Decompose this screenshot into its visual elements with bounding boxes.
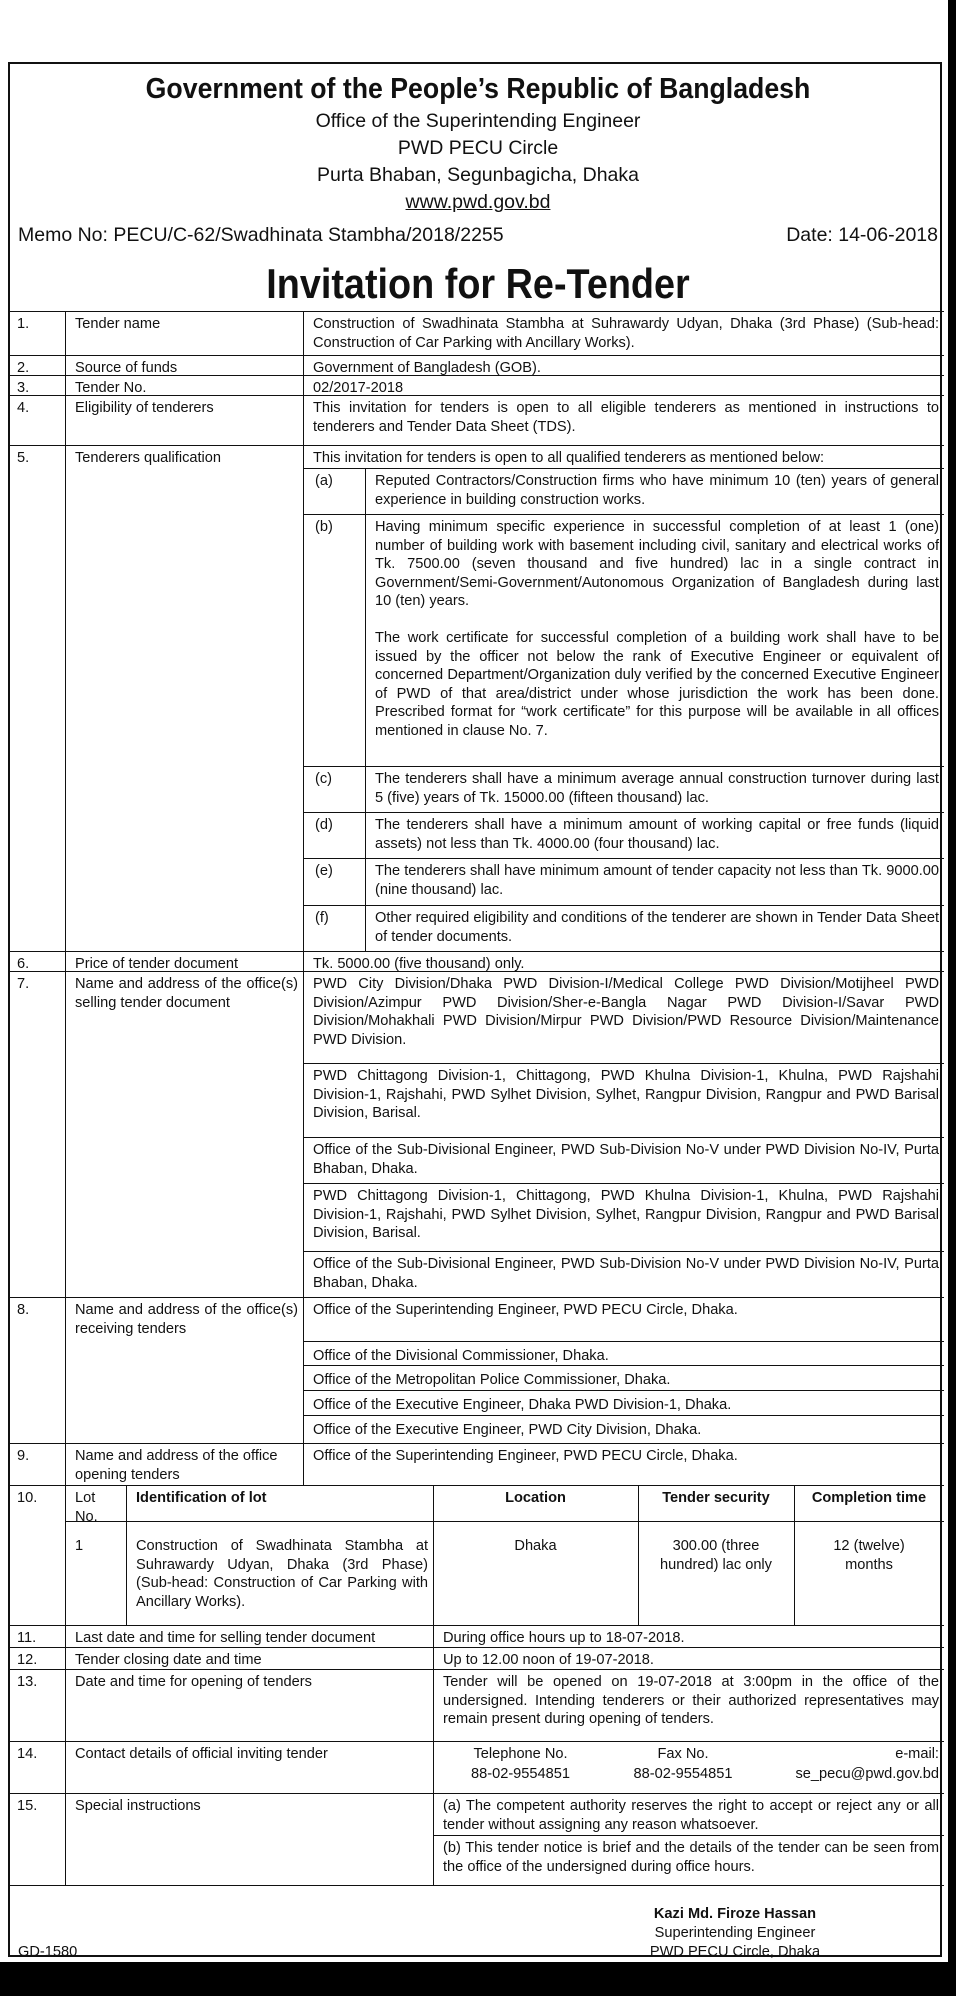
row-number: 14. xyxy=(17,1746,38,1762)
table-rule xyxy=(10,1741,944,1742)
row-number: 11. xyxy=(17,1630,37,1646)
table-rule xyxy=(303,514,944,515)
selling-office: Office of the Sub-Divisional Engineer, PWD Sub-Division No-V under PWD Division No-IV, Purta Bhaban, Dhaka. xyxy=(313,1256,939,1291)
table-rule xyxy=(10,355,944,356)
selling-deadline-value: During office hours up to 18-07-2018. xyxy=(443,1630,685,1646)
row-number: 9. xyxy=(17,1448,30,1464)
table-rule xyxy=(10,445,944,446)
telephone-label: Telephone No. xyxy=(473,1746,568,1762)
selling-office: PWD Chittagong Division-1, Chittagong, PWD Khulna Division-1, Khulna, PWD Rajshahi Division-1, Rajshahi, PWD Sylhet Division, Sylhet, Rangpur Division, Rangpur and PWD Barisal Division, Barisal. xyxy=(313,1068,939,1121)
row-number: 5. xyxy=(17,450,30,466)
document-price-value: Tk. 5000.00 (five thousand) only. xyxy=(313,956,525,972)
receiving-office: Office of the Superintending Engineer, PWD PECU Circle, Dhaka. xyxy=(313,1302,738,1318)
office-name: Office of the Superintending Engineer xyxy=(315,110,641,132)
table-rule xyxy=(10,951,944,952)
row-number: 3. xyxy=(17,380,30,396)
memo-line xyxy=(18,224,938,247)
table-rule xyxy=(303,1341,944,1342)
table-rule xyxy=(10,1485,944,1486)
table-rule xyxy=(303,468,944,469)
row-label: Name and address of the office opening tenders xyxy=(75,1448,278,1483)
office-address: Purta Bhaban, Segunbagicha, Dhaka xyxy=(317,164,639,186)
table-rule xyxy=(10,311,944,312)
receiving-office: Office of the Executive Engineer, PWD City Division, Dhaka. xyxy=(313,1422,702,1438)
lot-header: Lot No. xyxy=(75,1490,98,1525)
row-number: 12. xyxy=(17,1652,38,1668)
table-rule xyxy=(10,1625,944,1626)
tender-number-value: 02/2017-2018 xyxy=(313,380,404,396)
clause-text: The tenderers shall have minimum amount of tender capacity not less than Tk. 9000.00 (nine thousand) lac. xyxy=(375,863,939,898)
row-label: Tender closing date and time xyxy=(75,1652,262,1668)
row-number: 2. xyxy=(17,360,30,376)
receiving-office: Office of the Divisional Commissioner, Dhaka. xyxy=(313,1348,609,1364)
clause-key: (c) xyxy=(315,771,333,787)
table-rule xyxy=(365,468,366,951)
clause-key: (d) xyxy=(315,817,333,833)
signatory-name: Kazi Md. Firoze Hassan xyxy=(653,1906,817,1922)
qualification-intro: This invitation for tenders is open to all qualified tenderers as mentioned below: xyxy=(313,450,825,466)
clause-key: (a) xyxy=(315,473,333,489)
table-rule xyxy=(303,1137,944,1138)
row-number: 10. xyxy=(17,1490,38,1506)
table-rule xyxy=(303,1415,944,1416)
row-number: 7. xyxy=(17,976,30,992)
table-rule xyxy=(433,1835,944,1836)
special-instruction: (a) The competent authority reserves the right to accept or reject any or all tender without assigning any reason whatsoever. xyxy=(443,1798,939,1833)
row-label: Source of funds xyxy=(75,360,178,376)
eligibility-value: This invitation for tenders is open to all eligible tenderers as mentioned in instructions to tenderers and Tender Data Sheet (TDS). xyxy=(313,400,939,435)
email-address[interactable]: se_pecu@pwd.gov.bd xyxy=(795,1766,939,1782)
completion-header: Completion time xyxy=(811,1490,927,1506)
security-header: Tender security xyxy=(662,1490,770,1506)
row-label: Name and address of the office(s) selling tender document xyxy=(75,976,298,1011)
row-label: Date and time for opening of tenders xyxy=(75,1674,312,1690)
table-rule xyxy=(303,1390,944,1391)
row-label: Last date and time for selling tender document xyxy=(75,1630,376,1646)
clause-text: Other required eligibility and conditions of the tenderer are shown in Tender Data Sheet of tender documents. xyxy=(375,910,939,945)
clause-text: Reputed Contractors/Construction firms who have minimum 10 (ten) years of general experience in building construction works. xyxy=(375,473,939,508)
row-number: 13. xyxy=(17,1674,38,1690)
signatory-office: PWD PECU Circle, Dhaka xyxy=(649,1944,821,1960)
clause-key: (f) xyxy=(315,910,329,926)
closing-time-value: Up to 12.00 noon of 19-07-2018. xyxy=(443,1652,654,1668)
clause-key: (e) xyxy=(315,863,333,879)
telephone-number[interactable]: 88-02-9554851 xyxy=(471,1766,570,1782)
row-label: Name and address of the office(s) receiving tenders xyxy=(75,1302,298,1337)
table-rule xyxy=(126,1485,127,1625)
receiving-office: Office of the Executive Engineer, Dhaka PWD Division-1, Dhaka. xyxy=(313,1397,732,1413)
row-label: Eligibility of tenderers xyxy=(75,400,214,416)
footer-code: GD-1580 xyxy=(18,1944,78,1960)
row-label: Contact details of official inviting tender xyxy=(75,1746,328,1762)
table-rule xyxy=(10,1793,944,1794)
email-label: e-mail: xyxy=(895,1746,939,1762)
clause-text: The tenderers shall have a minimum average annual construction turnover during last 5 (five) years of Tk. 15000.00 (fifteen thousand) lac. xyxy=(375,771,939,806)
row-number: 15. xyxy=(17,1798,38,1814)
table-rule xyxy=(303,311,304,1485)
opening-office-value: Office of the Superintending Engineer, PWD PECU Circle, Dhaka. xyxy=(313,1448,738,1464)
row-label: Tender No. xyxy=(75,380,147,396)
location-header: Location xyxy=(505,1490,566,1506)
table-rule xyxy=(65,311,66,1885)
letterhead xyxy=(0,70,956,216)
tender-name-value: Construction of Swadhinata Stambha at Suhrawardy Udyan, Dhaka (3rd Phase) (Sub-head: Construction of Car Parking with Ancillary Works). xyxy=(313,316,939,351)
selling-office: PWD Chittagong Division-1, Chittagong, PWD Khulna Division-1, Khulna, PWD Rajshahi Division-1, Rajshahi, PWD Sylhet Division, Sylhet, Rangpur Division, Rangpur and PWD Barisal Division, Barisal. xyxy=(313,1188,939,1241)
receiving-office: Office of the Metropolitan Police Commissioner, Dhaka. xyxy=(313,1372,671,1388)
lot-security: 300.00 (three hundred) lac only xyxy=(660,1538,772,1573)
table-rule xyxy=(10,1885,944,1886)
memo-date: Date: 14-06-2018 xyxy=(786,224,938,246)
row-number: 6. xyxy=(17,956,30,972)
website-link[interactable]: www.pwd.gov.bd xyxy=(405,191,551,213)
identification-header: Identification of lot xyxy=(136,1490,267,1506)
scan-edge-right xyxy=(948,0,956,1996)
clause-text-continued: The work certificate for successful completion of a building work shall have to be issued by the officer not below the rank of Executive Engineer or equivalent of concerned Department/Organization duly verified by the concerned Executive Engineer of PWD of that area/district under whose jurisdiction the work has been done. Prescribed format for “work certificate” for this purpose will be available in all offices mentioned in clause No. 7. xyxy=(375,630,939,739)
row-number: 8. xyxy=(17,1302,30,1318)
table-rule xyxy=(65,1521,944,1522)
row-number: 1. xyxy=(17,316,30,332)
table-rule xyxy=(303,766,944,767)
scan-edge-bottom xyxy=(0,1962,956,1996)
selling-office: Office of the Sub-Divisional Engineer, PWD Sub-Division No-V under PWD Division No-IV, Purta Bhaban, Dhaka. xyxy=(313,1142,939,1177)
table-rule xyxy=(303,812,944,813)
table-rule xyxy=(303,905,944,906)
lot-identification: Construction of Swadhinata Stambha at Suhrawardy Udyan, Dhaka (3rd Phase) (Sub-head: Construction of Car Parking with Ancillary Works). xyxy=(136,1538,428,1610)
opening-time-value: Tender will be opened on 19-07-2018 at 3:00pm in the office of the undersigned. Intending tenderers or their authorized representatives may remain present during opening of tenders. xyxy=(443,1674,939,1727)
table-rule xyxy=(10,1297,944,1298)
source-of-funds-value: Government of Bangladesh (GOB). xyxy=(313,360,541,376)
clause-text: The tenderers shall have a minimum amount of working capital or free funds (liquid assets) not less than Tk. 4000.00 (four thousand) lac. xyxy=(375,817,939,852)
lot-location: Dhaka xyxy=(514,1538,557,1554)
fax-number: 88-02-9554851 xyxy=(633,1766,733,1782)
row-label: Special instructions xyxy=(75,1798,201,1814)
row-label: Tender name xyxy=(75,316,161,332)
table-rule xyxy=(303,1183,944,1184)
table-rule xyxy=(303,858,944,859)
row-label: Price of tender document xyxy=(75,956,239,972)
signatory-designation: Superintending Engineer xyxy=(654,1925,816,1941)
special-instruction: (b) This tender notice is brief and the details of the tender can be seen from the office of the undersigned during office hours. xyxy=(443,1840,939,1875)
table-rule xyxy=(10,1443,944,1444)
clause-text: Having minimum specific experience in successful completion of at least 1 (one) number of building work with basement including civil, sanitary and electrical works of Tk. 7500.00 (seven thousand and five hundred) lac in a single contract in Government/Semi-Government/Autonomous Organization of Bangladesh during last 10 (ten) years. xyxy=(375,519,939,609)
fax-label: Fax No. xyxy=(657,1746,709,1762)
circle-name: PWD PECU Circle xyxy=(397,137,559,159)
page-title: Invitation for Re-Tender xyxy=(266,260,690,307)
row-number: 4. xyxy=(17,400,30,416)
memo-number: Memo No: PECU/C-62/Swadhinata Stambha/2018/2255 xyxy=(18,224,504,246)
selling-office: PWD City Division/Dhaka PWD Division-I/Medical College PWD Division/Motijheel PWD Division/Azimpur PWD Division/Sher-e-Bangla Nagar PWD Division-I/Savar PWD Division/Mohakhali PWD Division/Mirpur PWD Division/PWD Resource Division/Maintenance PWD Division. xyxy=(313,976,939,1048)
lot-completion: 12 (twelve) months xyxy=(833,1538,905,1573)
row-label: Tenderers qualification xyxy=(75,450,222,466)
clause-key: (b) xyxy=(315,519,333,535)
table-rule xyxy=(303,1251,944,1252)
lot-number: 1 xyxy=(75,1538,84,1554)
government-title: Government of the People’s Republic of Bangladesh xyxy=(145,73,811,105)
table-rule xyxy=(303,1063,944,1064)
